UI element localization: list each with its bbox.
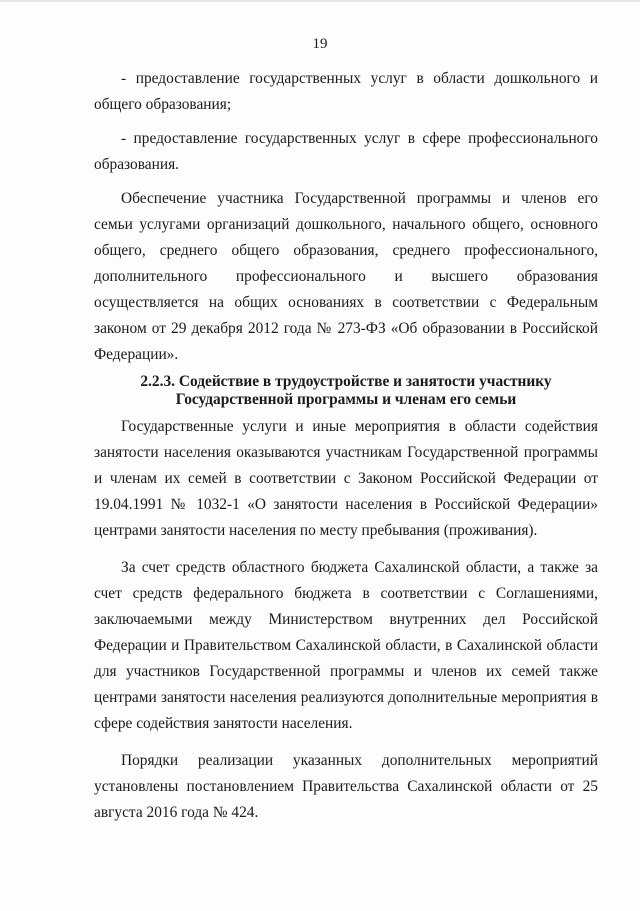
page-number: 19 [312,36,328,52]
paragraph-employment-services: Государственные услуги и иные мероприятия в области содействия занятости населения оказываются участникам Государственной программы и членам их семей в соответствии с Законом Российской Федерации от 19.04.1991 № 1032-1 «О занятости населения в Российской Федерации» центрами занятости населения по месту пребывания (проживания). [94,418,598,539]
paragraph-education-services: Обеспечение участника Государственной программы и членов его семьи услугами организаций дошкольного, начального общего, основного общего, среднего общего образования, среднего профессионального, дополнительного профессионального и высшего образования осуществляется на общих основаниях в соответствии с Федеральным законом от 29 декабря 2012 года № 273-ФЗ «Об образовании в Российской Федерации». [94,190,598,363]
scan-edge [0,0,640,2]
paragraph-regional-funding: За счет средств областного бюджета Сахалинской области, а также за счет средств федерального бюджета в соответствии с Соглашениями, заключаемыми между Министерством внутренних дел Российской Федерации и Правительством Сахалинской области, в Сахалинской области для участников Государственной программы и членов их семей также центрами занятости населения реализуются дополнительные мероприятия в сфере содействия занятости населения. [94,559,598,732]
list-item-professional: - предоставление государственных услуг в сфере профессионального образования. [94,130,598,173]
list-item-preschool: - предоставление государственных услуг в области дошкольного и общего образования; [94,70,598,113]
section-heading-line-2: Государственной программы и членам его семьи [175,391,517,408]
section-heading [94,373,598,409]
document-body [94,66,598,826]
section-heading-line-1: 2.2.3. Содействие в трудоустройстве и занятости участнику [140,373,552,390]
paragraph-procedures: Порядки реализации указанных дополнительных мероприятий установлены постановлением Правительства Сахалинской области от 25 августа 2016 года № 424. [94,752,598,821]
